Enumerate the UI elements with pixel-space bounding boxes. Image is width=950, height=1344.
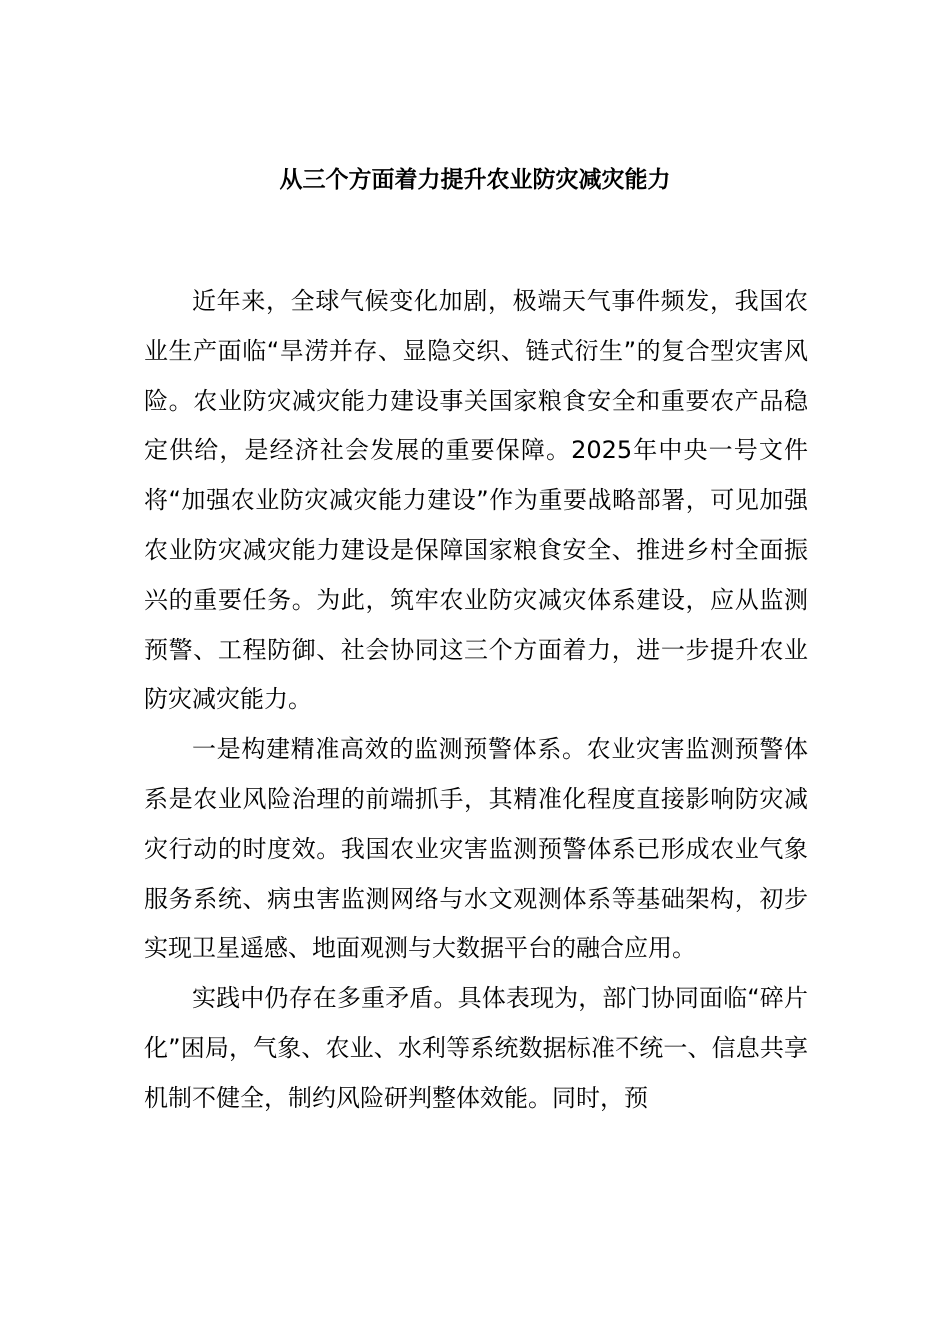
document-title: 从三个方面着力提升农业防灾减灾能力 <box>279 167 671 193</box>
document-body <box>144 277 808 1124</box>
paragraph-monitoring-system: 一是构建精准高效的监测预警体系。农业灾害监测预警体系是农业风险治理的前端抓手，其精准化程度直接影响防灾减灾行动的时度效。我国农业灾害监测预警体系已形成农业气象服务系统、病虫害监测网络与水文观测体系等基础架构，初步实现卫星遥感、地面观测与大数据平台的融合应用。 <box>144 735 808 963</box>
paragraph-contradictions: 实践中仍存在多重矛盾。具体表现为，部门协同面临“碎片化”困局，气象、农业、水利等系统数据标准不统一、信息共享机制不健全，制约风险研判整体效能。同时，预 <box>144 984 808 1112</box>
paragraph-intro: 近年来，全球气候变化加剧，极端天气事件频发，我国农业生产面临“旱涝并存、显隐交织、链式衍生”的复合型灾害风险。农业防灾减灾能力建设事关国家粮食安全和重要农产品稳定供给，是经济社会发展的重要保障。2025年中央一号文件将“加强农业防灾减灾能力建设”作为重要战略部署，可见加强农业防灾减灾能力建设是保障国家粮食安全、推进乡村全面振兴的重要任务。为此，筑牢农业防灾减灾体系建设，应从监测预警、工程防御、社会协同这三个方面着力，进一步提升农业防灾减灾能力。 <box>144 287 808 714</box>
